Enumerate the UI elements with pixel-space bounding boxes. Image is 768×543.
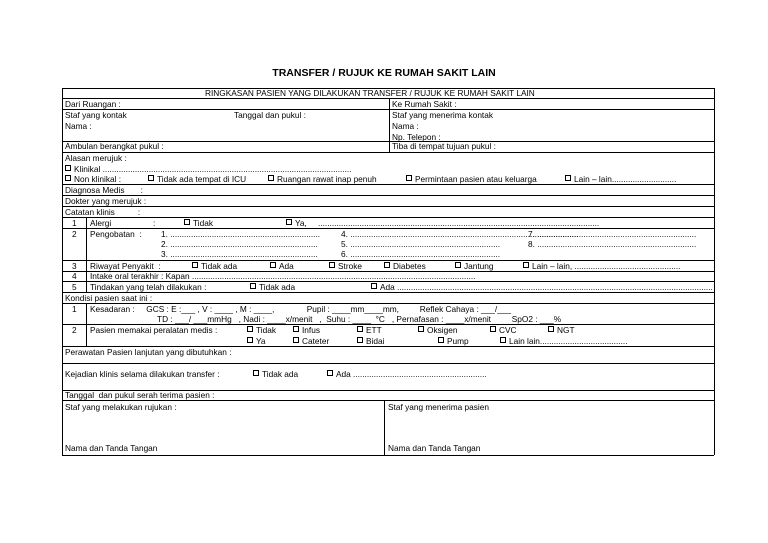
reason-nonclinical-option[interactable]: Non klinikal : [65, 174, 121, 184]
row-number: 1 [72, 304, 77, 314]
medication-6-field[interactable]: 6. ................................................................. [341, 249, 501, 259]
rule [62, 363, 714, 364]
checkbox-icon [548, 326, 554, 332]
signature-right-field[interactable]: Nama dan Tanda Tangan [388, 443, 481, 453]
reason-label: Alasan merujuk : [65, 153, 127, 163]
history-other-option[interactable]: Lain – lain, .............................................. [523, 261, 680, 271]
actions-none-option[interactable]: Tidak ada [250, 282, 295, 292]
transfer-events-label: Kejadian klinis selama dilakukan transfer : [65, 369, 220, 379]
checkbox-icon [250, 283, 256, 289]
rule [62, 455, 714, 456]
arrival-time-field[interactable]: Tiba di tempat tujuan pukul : [392, 141, 496, 151]
equip-other-option[interactable]: Lain lain...................................... [500, 336, 628, 346]
receiving-staff-label: Staf yang menerima pasien [388, 402, 490, 412]
consciousness-vitals-line-2[interactable]: TD : ___/ ___mmHg , Nadi : ____x/menit , Suhu : ____ °C , Pernafasan : ____x/menit SpO2 : ___% [157, 314, 562, 324]
rule [62, 195, 714, 196]
equip-cvc-option[interactable]: CVC [490, 325, 517, 335]
rule [62, 292, 714, 293]
to-hospital-field[interactable]: Ke Rumah Sakit : [392, 99, 457, 109]
checkbox-icon [357, 326, 363, 332]
history-label: Riwayat Penyakit : [90, 261, 161, 271]
ambulance-depart-field[interactable]: Ambulan berangkat pukul : [65, 141, 164, 151]
option-no-icu[interactable]: Tidak ada tempat di ICU [148, 174, 246, 184]
actions-label: Tindakan yang telah dilakukan : [90, 282, 207, 292]
consciousness-vitals-line-1[interactable]: Kesadaran : GCS : E :___ , V : ____ , M : ____, Pupil : ____mm____mm, Reflek Cahaya : ___/___ [90, 304, 512, 314]
checkbox-icon [329, 262, 335, 268]
equip-ngt-option[interactable]: NGT [548, 325, 575, 335]
checkbox-icon [293, 326, 299, 332]
checkbox-icon [253, 370, 259, 376]
referring-staff-label: Staf yang melakukan rujukan : [65, 402, 177, 412]
checkbox-icon [406, 175, 412, 181]
history-yes-option[interactable]: Ada [270, 261, 294, 271]
row-number: 4 [72, 271, 77, 281]
equipment-label: Pasien memakai peralatan medis : [90, 325, 218, 335]
medication-4-field[interactable]: 4. ................................................................................................... [341, 229, 579, 239]
oral-intake-field[interactable]: Intake oral terakhir : Kapan ........................................................................................................................... [90, 271, 476, 281]
receiving-name-field[interactable]: Nama : [392, 121, 419, 131]
row-number: 5 [72, 282, 77, 292]
rule [62, 98, 714, 99]
equip-pump-option[interactable]: Pump [438, 336, 469, 346]
allergy-no-option[interactable]: Tidak [184, 218, 213, 228]
checkbox-icon [192, 262, 198, 268]
heart-option[interactable]: Jantung [455, 261, 494, 271]
rule [62, 184, 714, 185]
phone-field[interactable]: Np. Telepon : [392, 132, 441, 142]
condition-label: Kondisi pasien saat ini : [65, 293, 153, 303]
checkbox-icon [523, 262, 529, 268]
medication-5-field[interactable]: 5. ................................................................. [341, 239, 501, 249]
option-other[interactable]: Lain – lain............................ [565, 174, 676, 184]
checkbox-icon [565, 175, 571, 181]
medication-label: Pengobatan : [90, 229, 142, 239]
checkbox-icon [286, 219, 292, 225]
equip-none-option[interactable]: Tidak [247, 325, 276, 335]
history-none-option[interactable]: Tidak ada [192, 261, 237, 271]
checkbox-icon [418, 326, 424, 332]
checkbox-icon [357, 337, 363, 343]
checkbox-icon [184, 219, 190, 225]
rule [62, 152, 714, 153]
allergy-yes-option[interactable]: Ya, [286, 218, 307, 228]
rule [384, 400, 385, 455]
checkbox-icon [327, 370, 333, 376]
equip-oxygen-option[interactable]: Oksigen [418, 325, 457, 335]
equip-catheter-option[interactable]: Cateter [293, 336, 329, 346]
checkbox-icon [384, 262, 390, 268]
option-ward-full[interactable]: Ruangan rawat inap penuh [268, 174, 377, 184]
signature-left-field[interactable]: Nama dan Tanda Tangan [65, 443, 158, 453]
followup-care-field[interactable]: Perawatan Pasien lanjutan yang dibutuhkan : [65, 347, 232, 357]
option-patient-request[interactable]: Permintaan pasien atau keluarga [406, 174, 537, 184]
equip-splint-option[interactable]: Bidai [357, 336, 384, 346]
colon: : [153, 218, 156, 228]
stroke-option[interactable]: Stroke [329, 261, 362, 271]
checkbox-icon [270, 262, 276, 268]
clinical-notes-label: Catatan klinis : [65, 207, 141, 217]
medication-3-field[interactable]: 3. ................................................................ [161, 249, 318, 259]
form-title: TRANSFER / RUJUK KE RUMAH SAKIT LAIN [272, 67, 496, 79]
checkbox-icon [500, 337, 506, 343]
actions-detail-field[interactable]: ......................................................................................................................................... [397, 282, 713, 292]
row-number: 2 [72, 229, 77, 239]
allergy-detail-field[interactable]: .......................................................................................................................... [318, 218, 600, 228]
rule [714, 88, 715, 455]
summary-header: RINGKASAN PASIEN YANG DILAKUKAN TRANSFER / RUJUK KE RUMAH SAKIT LAIN [205, 88, 535, 98]
checkbox-icon [65, 175, 71, 181]
contact-staff-label: Staf yang kontak [65, 110, 127, 120]
events-detail-field[interactable]: .......................................................... [353, 369, 487, 379]
rule [389, 98, 390, 152]
checkbox-icon [438, 337, 444, 343]
receiving-staff-label: Staf yang menerima kontak [392, 110, 493, 120]
equip-ett-option[interactable]: ETT [357, 325, 382, 335]
row-number: 1 [72, 218, 77, 228]
diagnosis-field[interactable]: Diagnosa Medis : [65, 185, 143, 195]
checkbox-icon [247, 326, 253, 332]
checkbox-icon [455, 262, 461, 268]
equip-yes-option[interactable]: Ya [247, 336, 266, 346]
rule [62, 109, 714, 110]
equip-infus-option[interactable]: Infus [293, 325, 320, 335]
events-yes-option[interactable]: Ada [327, 369, 351, 379]
medication-8-field[interactable]: 8. ..................................................................... [528, 239, 697, 249]
actions-yes-option[interactable]: Ada [371, 282, 395, 292]
checkbox-icon [268, 175, 274, 181]
events-none-option[interactable]: Tidak ada [253, 369, 298, 379]
date-time-field[interactable]: Tanggal dan pukul : [234, 110, 306, 120]
checkbox-icon [293, 337, 299, 343]
row-number: 3 [72, 261, 77, 271]
medication-7-field[interactable]: 7. ..................................................................... [528, 229, 697, 239]
checkbox-icon [65, 165, 71, 171]
medication-2-field[interactable]: 2. ................................................................ [161, 239, 318, 249]
checkbox-icon [148, 175, 154, 181]
checkbox-icon [490, 326, 496, 332]
from-room-field[interactable]: Dari Ruangan : [65, 99, 121, 109]
referring-doctor-field[interactable]: Dokter yang merujuk : [65, 196, 147, 206]
diabetes-option[interactable]: Diabetes [384, 261, 426, 271]
handover-datetime-field[interactable]: Tanggal dan pukul serah terima pasien : [65, 390, 215, 400]
reason-clinical-option[interactable]: Klinikal ............................................................................................................ [65, 164, 352, 174]
checkbox-icon [371, 283, 377, 289]
rule [62, 206, 714, 207]
contact-name-field[interactable]: Nama : [65, 121, 92, 131]
allergy-label: Alergi [90, 218, 112, 228]
medication-1-field[interactable]: 1. ................................................................. [161, 229, 321, 239]
checkbox-icon [247, 337, 253, 343]
row-number: 2 [72, 325, 77, 335]
rule [62, 400, 714, 401]
